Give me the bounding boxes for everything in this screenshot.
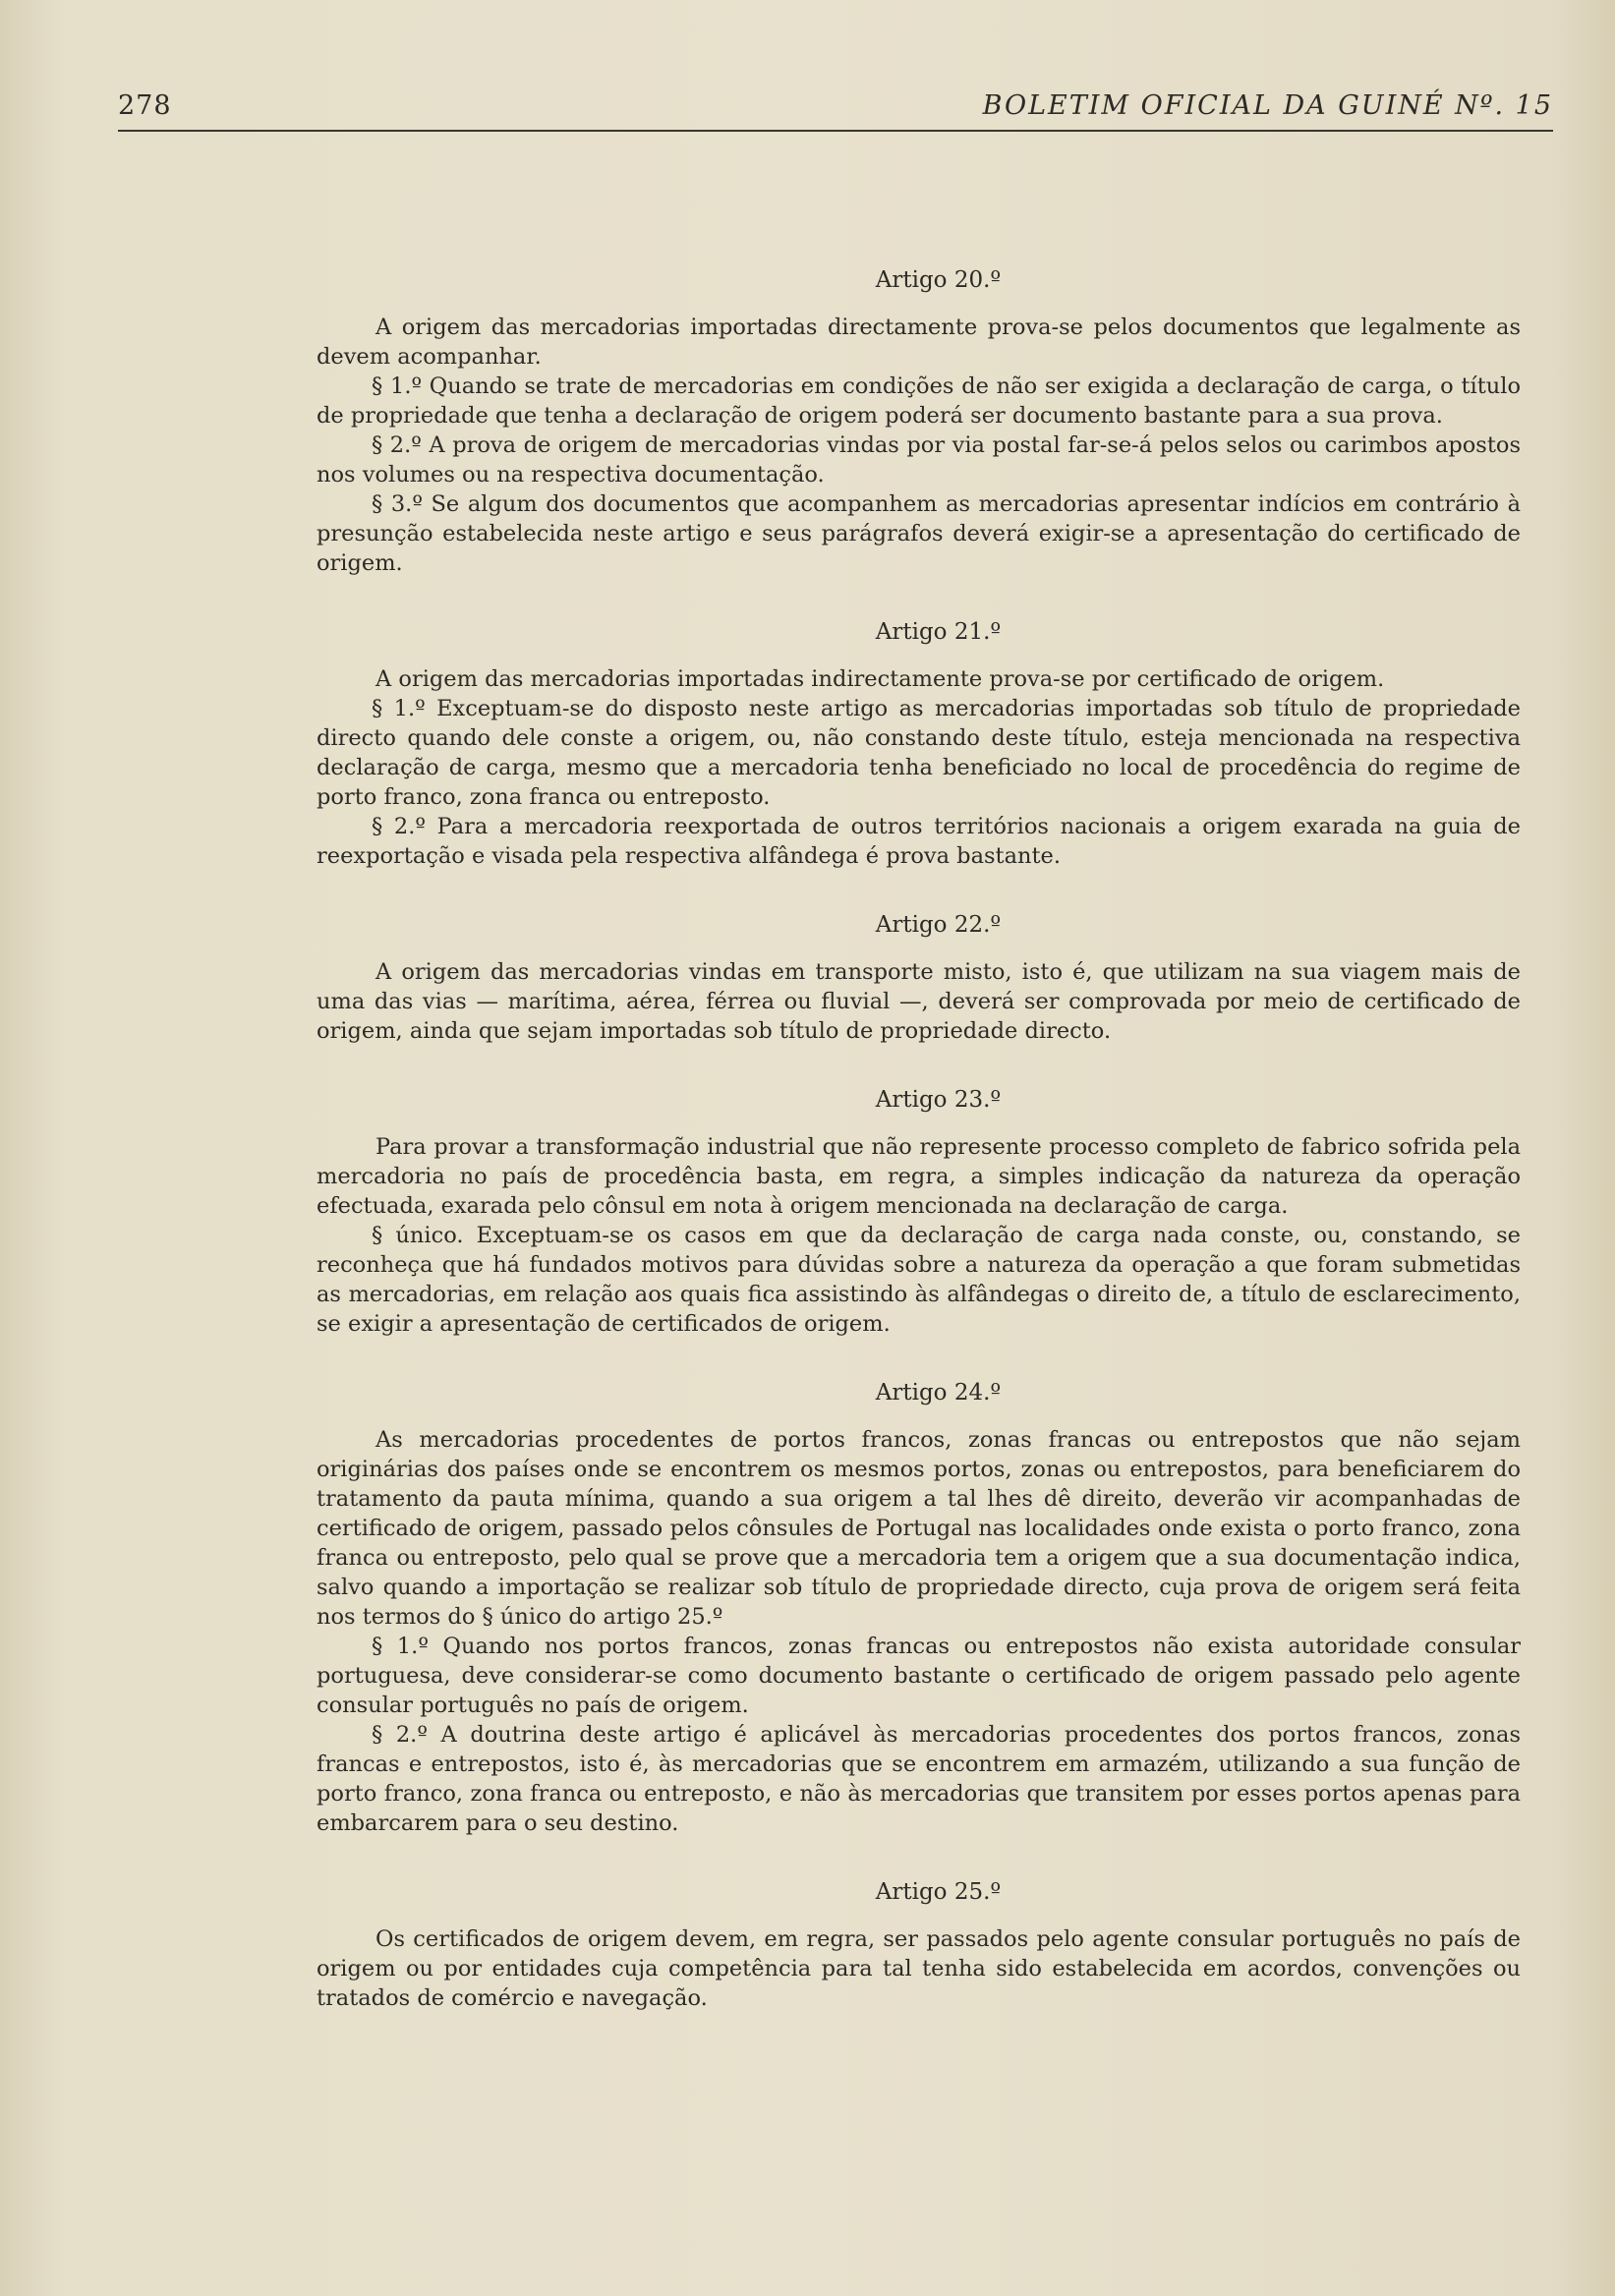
article-paragraph: § 1.º Quando se trate de mercadorias em condições de não ser exigida a declaração de carga, o título de propriedade que tenha a declaração de origem poderá ser documento bastante para a sua prova. [317, 373, 1521, 429]
article-title: Artigo 21.º [875, 619, 1002, 645]
article-paragraph: § 2.º A doutrina deste artigo é aplicável às mercadorias procedentes dos portos francos, zonas francas e entrepostos, isto é, às mercadorias que se encontrem em armazém, utilizando a sua função de porto franco, zona franca ou entreposto, e não às mercadorias que transitem por esses portos apenas para embarcarem para o seu destino. [317, 1722, 1521, 1836]
journal-title: BOLETIM OFICIAL DA GUINÉ Nº. 15 [982, 90, 1553, 121]
article-paragraph: § 1.º Quando nos portos francos, zonas francas ou entrepostos não exista autoridade consular portuguesa, deve considerar-se como documento bastante o certificado de origem passado pelo agente consular português no país de origem. [317, 1634, 1521, 1718]
document-body [317, 265, 1521, 2052]
article-24 [317, 1378, 1521, 1838]
article-paragraph: Para provar a transformação industrial que não represente processo completo de fabrico sofrida pela mercadoria no país de procedência basta, em regra, a simples indicação da natureza da operação efectuada, exarada pelo cônsul em nota à origem mencionada na declaração de carga. [317, 1134, 1521, 1219]
article-20 [317, 265, 1521, 578]
article-25 [317, 1877, 1521, 2013]
article-paragraph: § 1.º Exceptuam-se do disposto neste artigo as mercadorias importadas sob título de propriedade directo quando dele conste a origem, ou, não constando deste título, esteja mencionada na respectiva declaração de carga, mesmo que a mercadoria tenha beneficiado no local de procedência do regime de porto franco, zona franca ou entreposto. [317, 696, 1521, 810]
page-header [118, 90, 1553, 132]
article-22 [317, 910, 1521, 1046]
article-title: Artigo 22.º [875, 912, 1002, 938]
article-paragraph: Os certificados de origem devem, em regra, ser passados pelo agente consular português no país de origem ou por entidades cuja competência para tal tenha sido estabelecida em acordos, convenções ou tratados de comércio e navegação. [317, 1926, 1521, 2011]
article-paragraph: A origem das mercadorias vindas em transporte misto, isto é, que utilizam na sua viagem mais de uma das vias — marítima, aérea, férrea ou fluvial —, deverá ser comprovada por meio de certificado de origem, ainda que sejam importadas sob título de propriedade directo. [317, 959, 1521, 1044]
article-paragraph: § 2.º Para a mercadoria reexportada de outros territórios nacionais a origem exarada na guia de reexportação e visada pela respectiva alfândega é prova bastante. [317, 814, 1521, 869]
article-title: Artigo 25.º [875, 1879, 1002, 1905]
article-paragraph: § 2.º A prova de origem de mercadorias vindas por via postal far-se-á pelos selos ou carimbos apostos nos volumes ou na respectiva documentação. [317, 432, 1521, 488]
article-paragraph: A origem das mercadorias importadas directamente prova-se pelos documentos que legalmente as devem acompanhar. [317, 315, 1521, 370]
article-paragraph: As mercadorias procedentes de portos francos, zonas francas ou entrepostos que não sejam originárias dos países onde se encontrem os mesmos portos, zonas ou entrepostos, para beneficiarem do tratamento da pauta mínima, quando a sua origem a tal lhes dê direito, deverão vir acompanhadas de certificado de origem, passado pelos cônsules de Portugal nas localidades onde exista o porto franco, zona franca ou entreposto, pelo qual se prove que a mercadoria tem a origem que a sua documentação indica, salvo quando a importação se realizar sob título de propriedade directo, cuja prova de origem será feita nos termos do § único do artigo 25.º [317, 1427, 1521, 1630]
article-paragraph: A origem das mercadorias importadas indirectamente prova-se por certificado de origem. [375, 666, 1385, 692]
article-paragraph: § 3.º Se algum dos documentos que acompanhem as mercadorias apresentar indícios em contrário à presunção estabelecida neste artigo e seus parágrafos deverá exigir-se a apresentação do certificado de origem. [317, 491, 1521, 576]
article-title: Artigo 20.º [875, 267, 1002, 293]
article-title: Artigo 24.º [875, 1380, 1002, 1406]
page-number: 278 [118, 90, 172, 121]
article-21 [317, 617, 1521, 871]
article-paragraph: § único. Exceptuam-se os casos em que da declaração de carga nada conste, ou, constando, se reconheça que há fundados motivos para dúvidas sobre a natureza da operação a que foram submetidas as mercadorias, em relação aos quais fica assistindo às alfândegas o direito de, a título de esclarecimento, se exigir a apresentação de certificados de origem. [317, 1223, 1521, 1337]
article-title: Artigo 23.º [875, 1087, 1002, 1113]
article-23 [317, 1085, 1521, 1339]
